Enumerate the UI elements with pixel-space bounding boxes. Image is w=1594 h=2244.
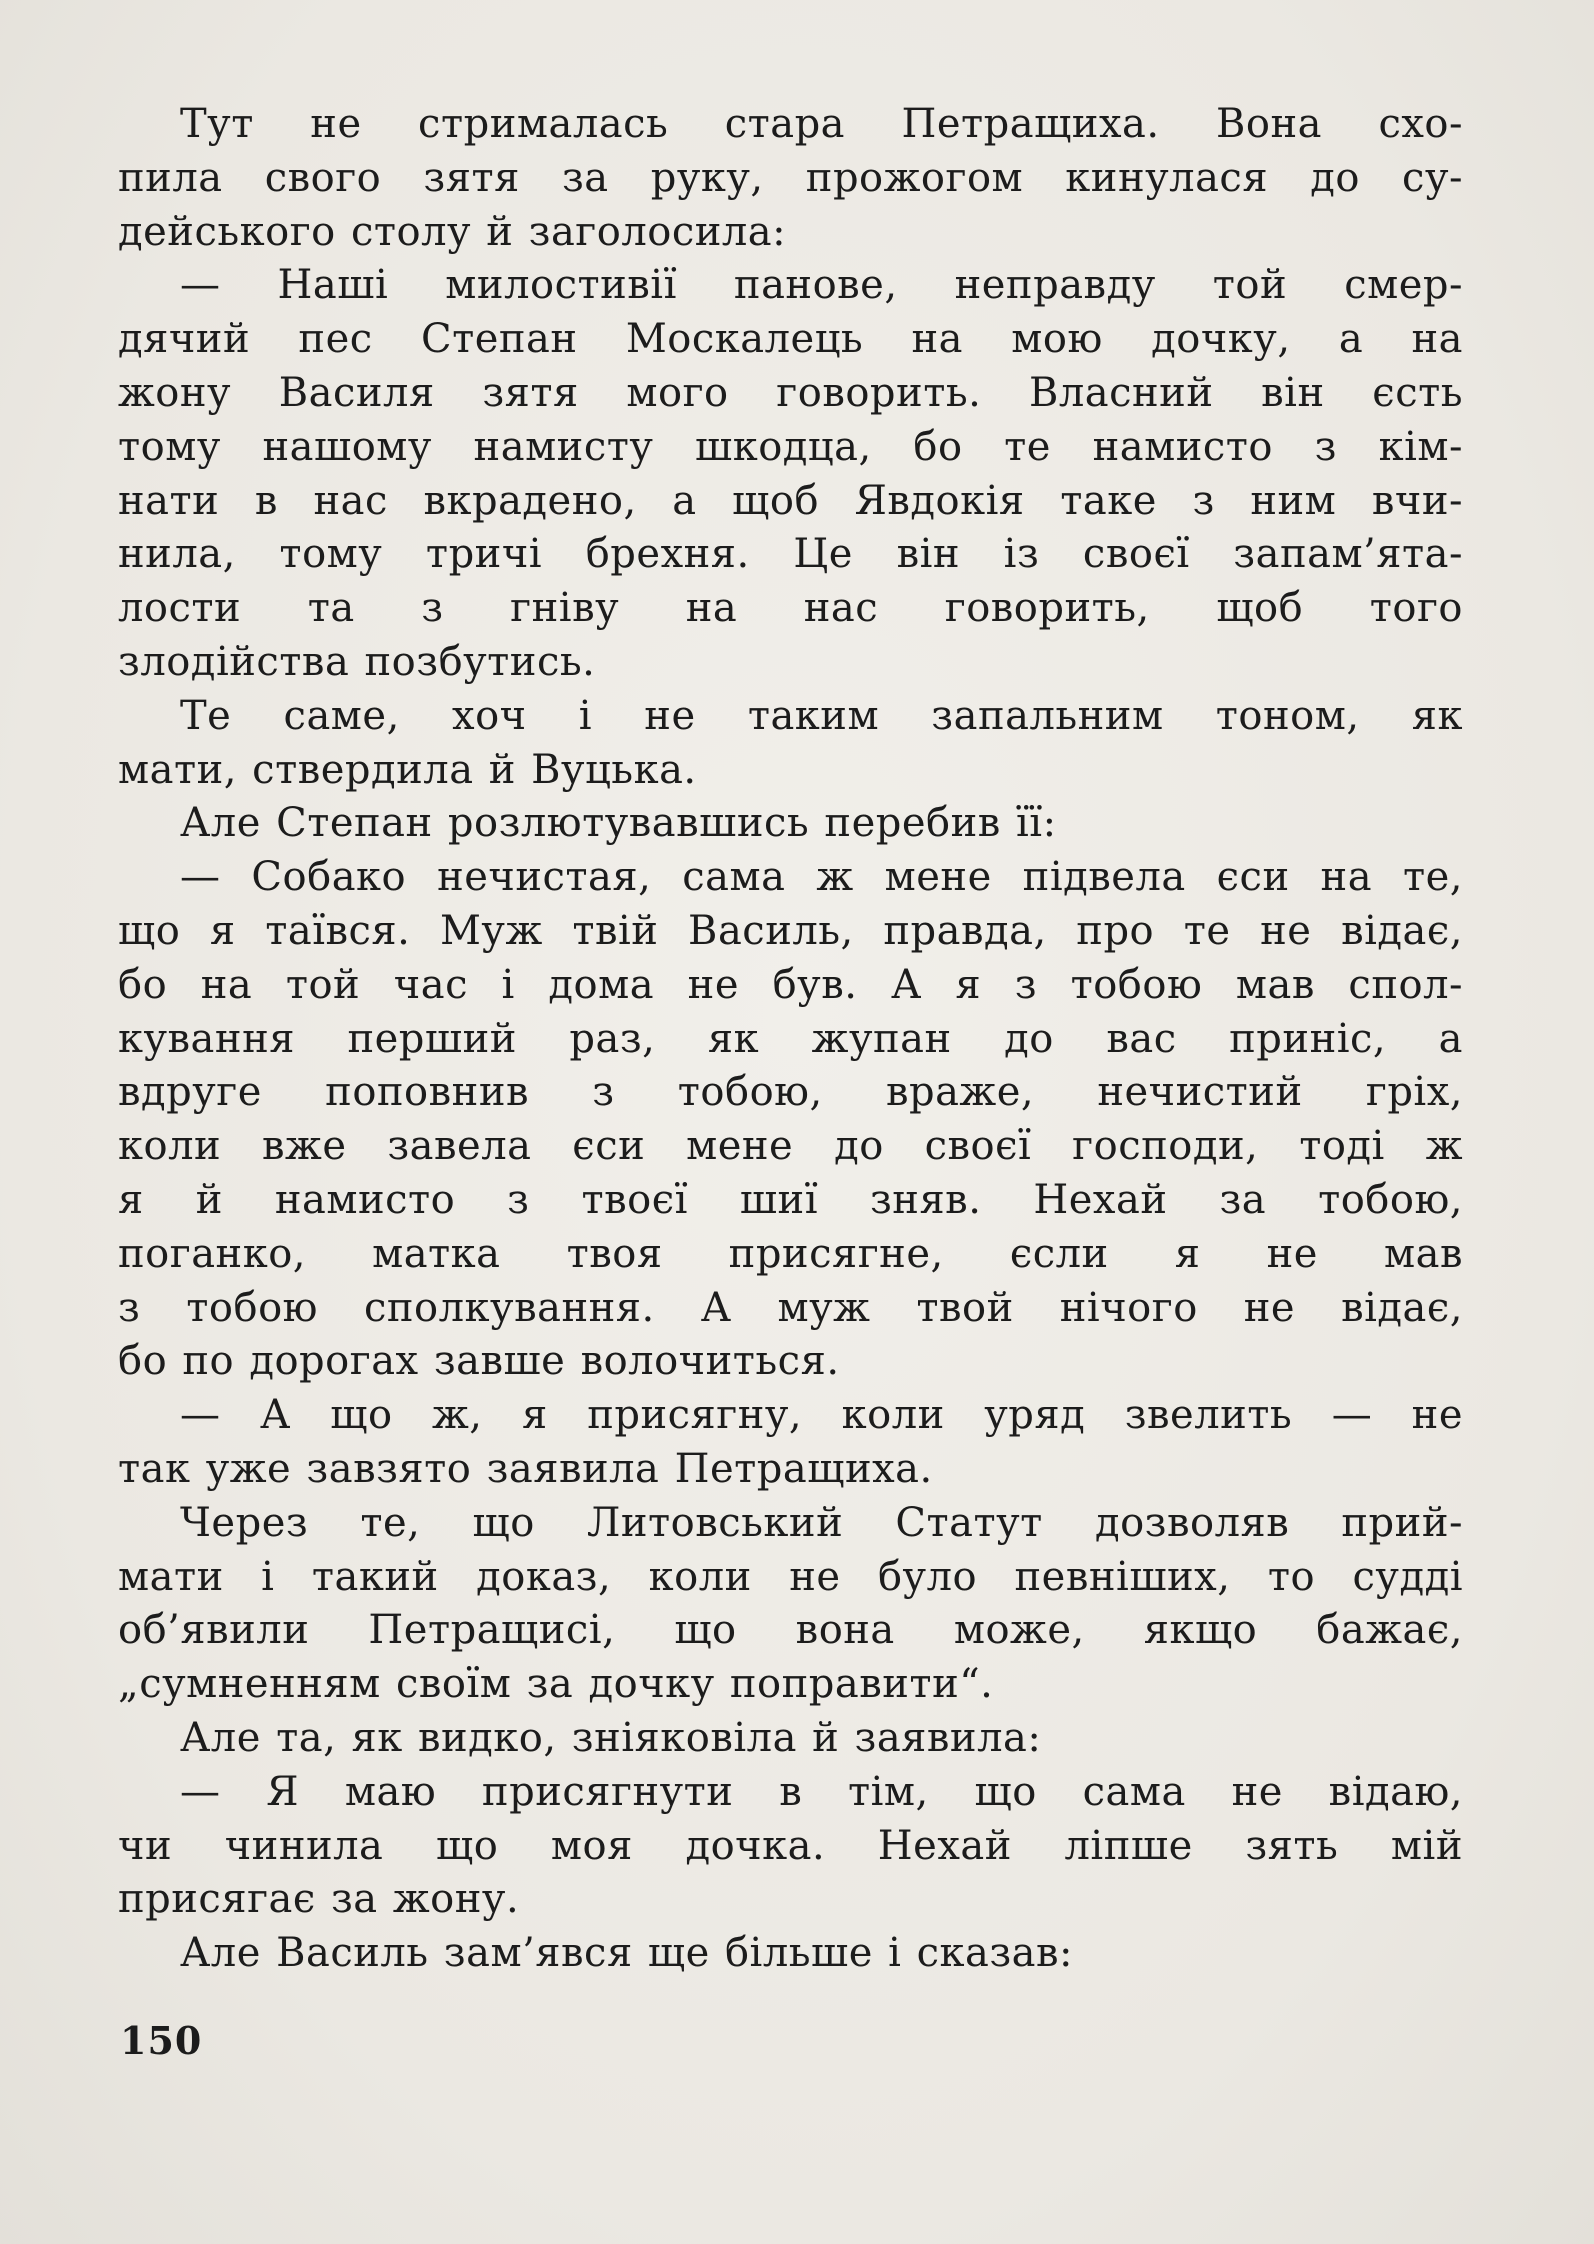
text-line: пила свого зятя за руку, прожогом кинулася до су- <box>118 154 1463 201</box>
text-line: — Я маю присягнути в тім, що сама не відаю, <box>180 1768 1463 1815</box>
text-line: мати і такий доказ, коли не було певніших, то судді <box>118 1553 1463 1600</box>
text-line: жону Василя зятя мого говорить. Власний він єсть <box>118 369 1463 416</box>
text-line: нати в нас вкрадено, а щоб Явдокія таке з ним вчи- <box>118 477 1463 524</box>
text-line: Через те, що Литовський Статут дозволяв прий- <box>180 1499 1463 1546</box>
text-line: об’явили Петращисі, що вона може, якщо бажає, <box>118 1607 1463 1654</box>
text-line: лости та з гніву на нас говорить, щоб того <box>118 585 1463 632</box>
text-line: „сумненням своїм за дочку поправити“. <box>118 1661 994 1708</box>
text-line: Те саме, хоч і не таким запальним тоном, як <box>180 692 1463 739</box>
text-line: злодійства позбутись. <box>118 638 596 685</box>
text-line: дячий пес Степан Москалець на мою дочку, а на <box>118 316 1463 363</box>
text-line: Але Василь зам’явся ще більше і сказав: <box>180 1930 1074 1977</box>
text-line: з тобою сполкування. А муж твой нічого не відає, <box>118 1284 1463 1331</box>
text-line: я й намисто з твоєї шиї зняв. Нехай за тобою, <box>118 1176 1463 1223</box>
page-number: 150 <box>120 2018 203 2063</box>
text-line: — Собако нечистая, сама ж мене підвела єси на те, <box>180 854 1463 901</box>
text-line: чи чинила що моя дочка. Нехай ліпше зять мій <box>118 1822 1463 1869</box>
text-line: присягає за жону. <box>118 1876 520 1923</box>
text-line: що я таївся. Муж твій Василь, правда, про те не відає, <box>118 907 1463 954</box>
text-line: так уже завзято заявила Петращиха. <box>118 1445 933 1492</box>
text-line: — А що ж, я присягну, коли уряд звелить — не <box>180 1392 1463 1439</box>
text-line: вдруге поповнив з тобою, враже, нечистий гріх, <box>118 1069 1463 1116</box>
text-line: кування перший раз, як жупан до вас приніс, а <box>118 1015 1463 1062</box>
text-line: Але Степан розлютувавшись перебив її: <box>180 800 1057 847</box>
text-line: нила, тому тричі брехня. Це він із своєї запам’ята- <box>118 531 1463 578</box>
text-line: дейського столу й заголосила: <box>118 208 787 255</box>
text-line: бо на той час і дома не був. А я з тобою мав спол- <box>118 961 1463 1008</box>
text-line: Тут не стрималась стара Петращиха. Вона схо- <box>180 101 1463 147</box>
text-line: тому нашому намисту шкодца, бо те намисто з кім- <box>118 423 1463 470</box>
text-line: бо по дорогах завше волочиться. <box>118 1338 840 1385</box>
body-text <box>118 98 1463 1981</box>
text-line: — Наші милостивії панове, неправду той смер- <box>180 262 1463 309</box>
text-line: мати, ствердила й Вуцька. <box>118 746 697 793</box>
text-line: поганко, матка твоя присягне, єсли я не мав <box>118 1230 1463 1277</box>
text-line: коли вже завела єси мене до своєї господи, тоді ж <box>118 1123 1463 1170</box>
text-line: Але та, як видко, зніяковіла й заявила: <box>180 1714 1042 1761</box>
